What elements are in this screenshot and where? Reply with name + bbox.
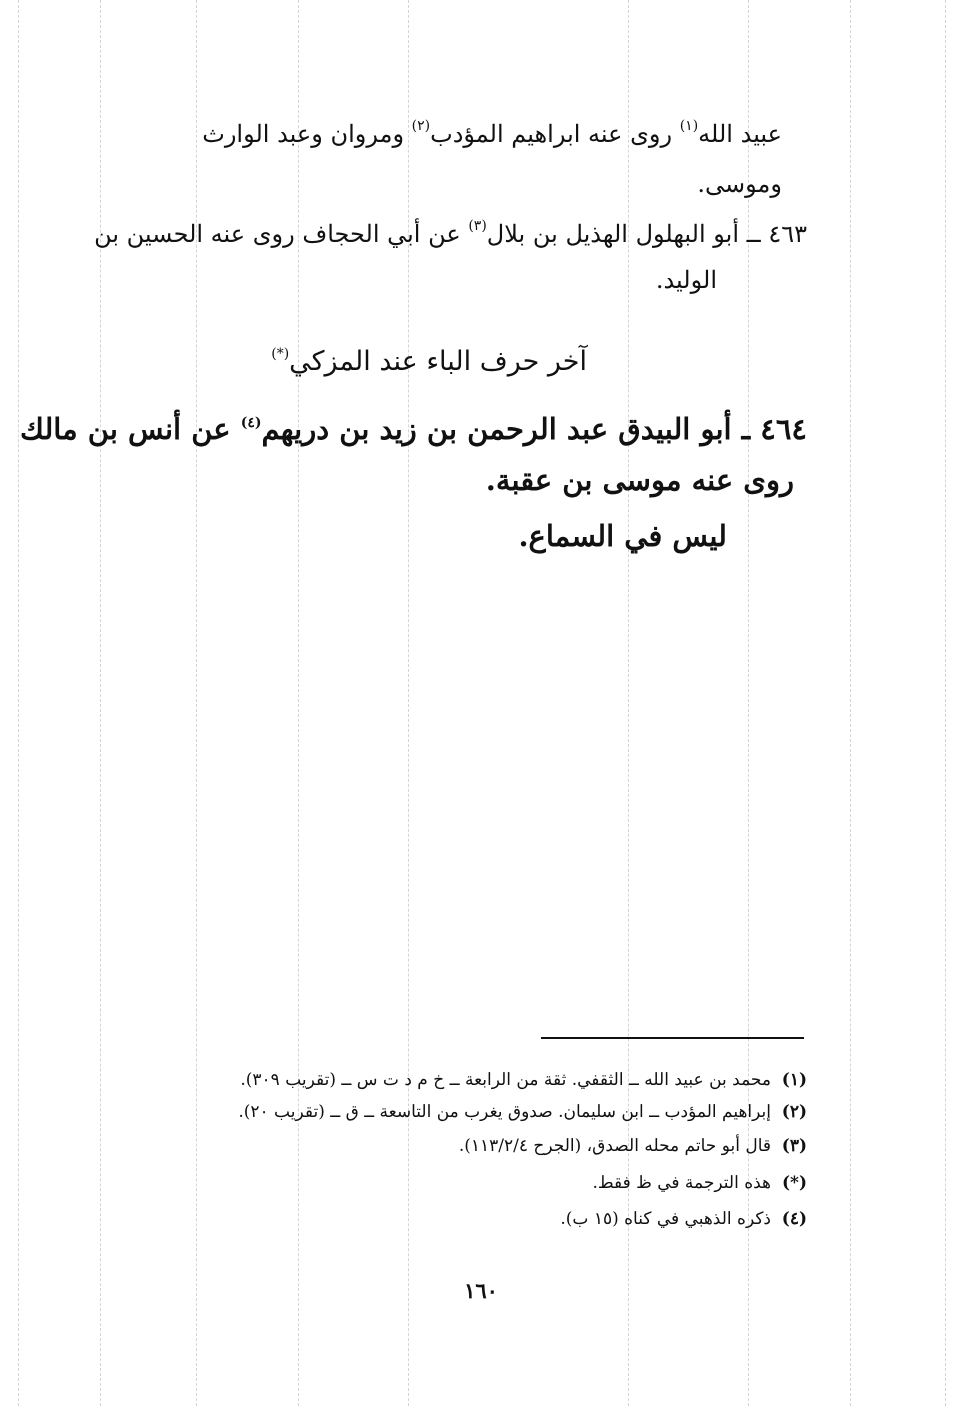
entry-463-text-a: ٤٦٣ ــ أبو البهلول الهذيل بن بلال (486, 220, 807, 248)
page-number: ١٦٠ (464, 1278, 498, 1303)
entry-prev-text-a: عبيد الله (698, 120, 782, 148)
entry-463-line-1 (94, 220, 807, 248)
scan-guide-line (298, 0, 299, 1406)
entry-464-text-b: عن أنس بن مالك (20, 412, 241, 446)
footnote-ref-2[interactable]: (٢) (411, 118, 431, 134)
footnote-marker: (٤) (781, 1209, 807, 1229)
footnote-2 (238, 1101, 807, 1123)
footnote-star (592, 1172, 807, 1194)
entry-prev-text-c: ومروان وعبد الوارث (202, 120, 412, 148)
footnote-ref-3[interactable]: (٣) (468, 218, 487, 234)
scan-guide-line (748, 0, 749, 1406)
scan-guide-line (196, 0, 197, 1406)
footnote-marker: (٢) (781, 1102, 807, 1122)
footnote-marker: (١) (781, 1070, 807, 1090)
footnote-ref-4[interactable]: (٤) (240, 415, 262, 431)
footnote-4 (560, 1208, 807, 1230)
footnote-ref-star[interactable]: (*) (271, 346, 290, 362)
scan-guide-line (408, 0, 409, 1406)
footnote-marker: (*) (782, 1173, 807, 1193)
footnote-text: قال أبو حاتم محله الصدق، (الجرح ١١٣/٢/٤). (458, 1136, 771, 1156)
section-heading (271, 346, 587, 378)
footnote-3 (459, 1135, 807, 1157)
entry-prev-text-b: روى عنه ابراهيم المؤدب (430, 120, 680, 148)
entry-464-line-2: روى عنه موسى بن عقبة. (485, 463, 794, 497)
entry-463-text-b: عن أبي الحجاف روى عنه الحسين بن (94, 220, 469, 248)
section-heading-text: آخر حرف الباء عند المزكي (289, 346, 587, 377)
footnote-text: محمد بن عبيد الله ــ الثقفي. ثقة من الرابعة ــ خ م د ت س ــ (تقريب ٣٠٩). (240, 1070, 771, 1090)
entry-464-line-3: ليس في السماع. (518, 519, 727, 553)
entry-prev-line-2: وموسى. (697, 170, 782, 198)
entry-prev-line-1 (202, 120, 782, 148)
scan-guide-line (945, 0, 946, 1406)
scan-guide-line (850, 0, 851, 1406)
footnote-ref-1[interactable]: (١) (679, 118, 699, 134)
scan-guide-line (18, 0, 19, 1406)
footnote-1 (240, 1069, 807, 1091)
entry-464-line-1 (20, 412, 807, 446)
entry-464-text-a: ٤٦٤ ـ أبو البيدق عبد الرحمن بن زيد بن دريهم (261, 412, 807, 446)
footnote-separator (541, 1037, 804, 1039)
scan-guide-line (628, 0, 629, 1406)
footnote-text: هذه الترجمة في ظ فقط. (592, 1173, 771, 1193)
footnote-text: ذكره الذهبي في كناه (١٥ ب). (560, 1209, 771, 1229)
footnote-marker: (٣) (781, 1136, 807, 1156)
footnote-text: إبراهيم المؤدب ــ ابن سليمان. صدوق يغرب من التاسعة ــ ق ــ (تقريب ٢٠). (238, 1102, 771, 1122)
entry-463-line-2: الوليد. (655, 266, 717, 294)
scan-guide-line (100, 0, 101, 1406)
